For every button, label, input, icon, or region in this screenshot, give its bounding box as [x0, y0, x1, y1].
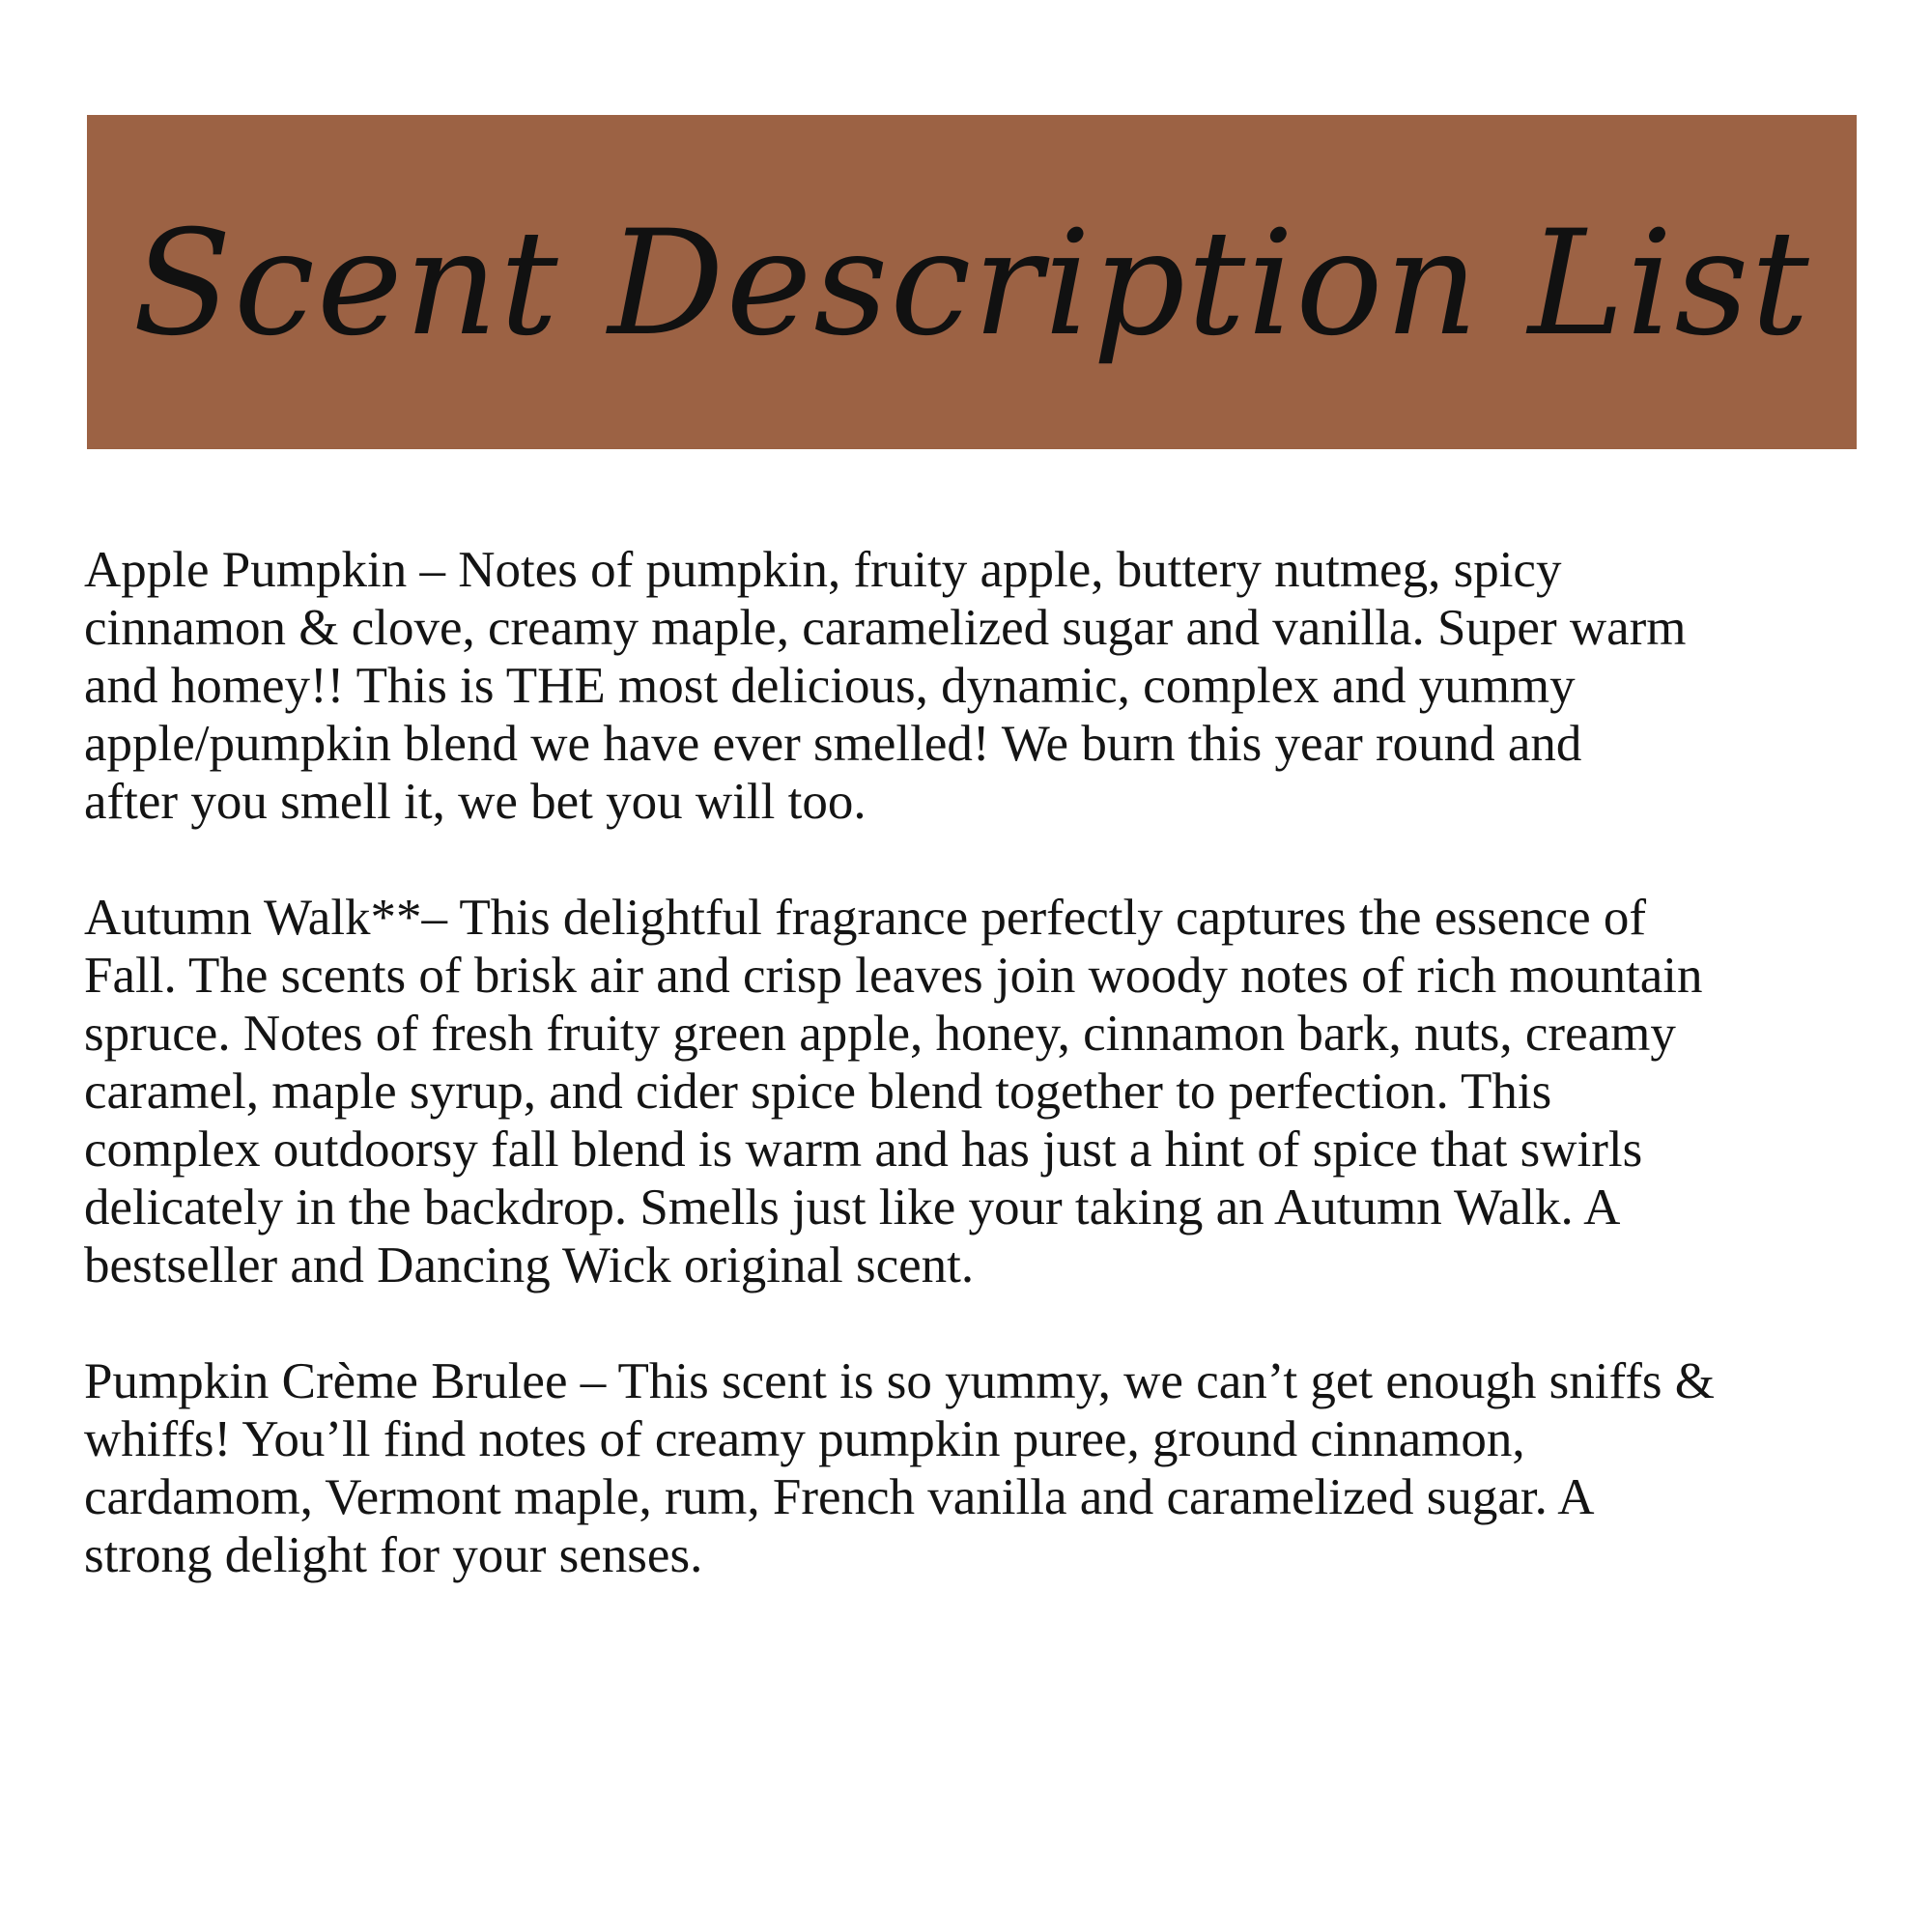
scent-entry-autumn-walk: Autumn Walk**– This delightful fragrance perfectly captures the essence of Fall. The scents of brisk air and crisp leaves join woody notes of rich mountain spruce. Notes of fresh fruity green apple, honey, cinnamon bark, nuts, creamy caramel, maple syrup, and cider spice blend together to perfection. This complex outdoorsy fall blend is warm and has just a hint of spice that swirls delicately in the backdrop. Smells just like your taking an Autumn Walk. A bestseller and Dancing Wick original scent. — [84, 890, 1703, 1293]
scent-list — [84, 541, 1871, 1642]
scent-entry-pumpkin-creme-brulee: Pumpkin Crème Brulee – This scent is so yummy, we can’t get enough sniffs & whiffs! You’ll find notes of creamy pumpkin puree, ground cinnamon, cardamom, Vermont maple, rum, French vanilla and caramelized sugar. A strong delight for your senses. — [84, 1353, 1715, 1583]
title-banner — [87, 115, 1857, 449]
scent-entry-apple-pumpkin: Apple Pumpkin – Notes of pumpkin, fruity apple, buttery nutmeg, spicy cinnamon & clove, creamy maple, caramelized sugar and vanilla. Super warm and homey!! This is THE most delicious, dynamic, complex and yummy apple/pumpkin blend we have ever smelled! We burn this year round and after you smell it, we bet you will too. — [84, 542, 1687, 830]
page-title: Scent Description List — [132, 200, 1811, 368]
